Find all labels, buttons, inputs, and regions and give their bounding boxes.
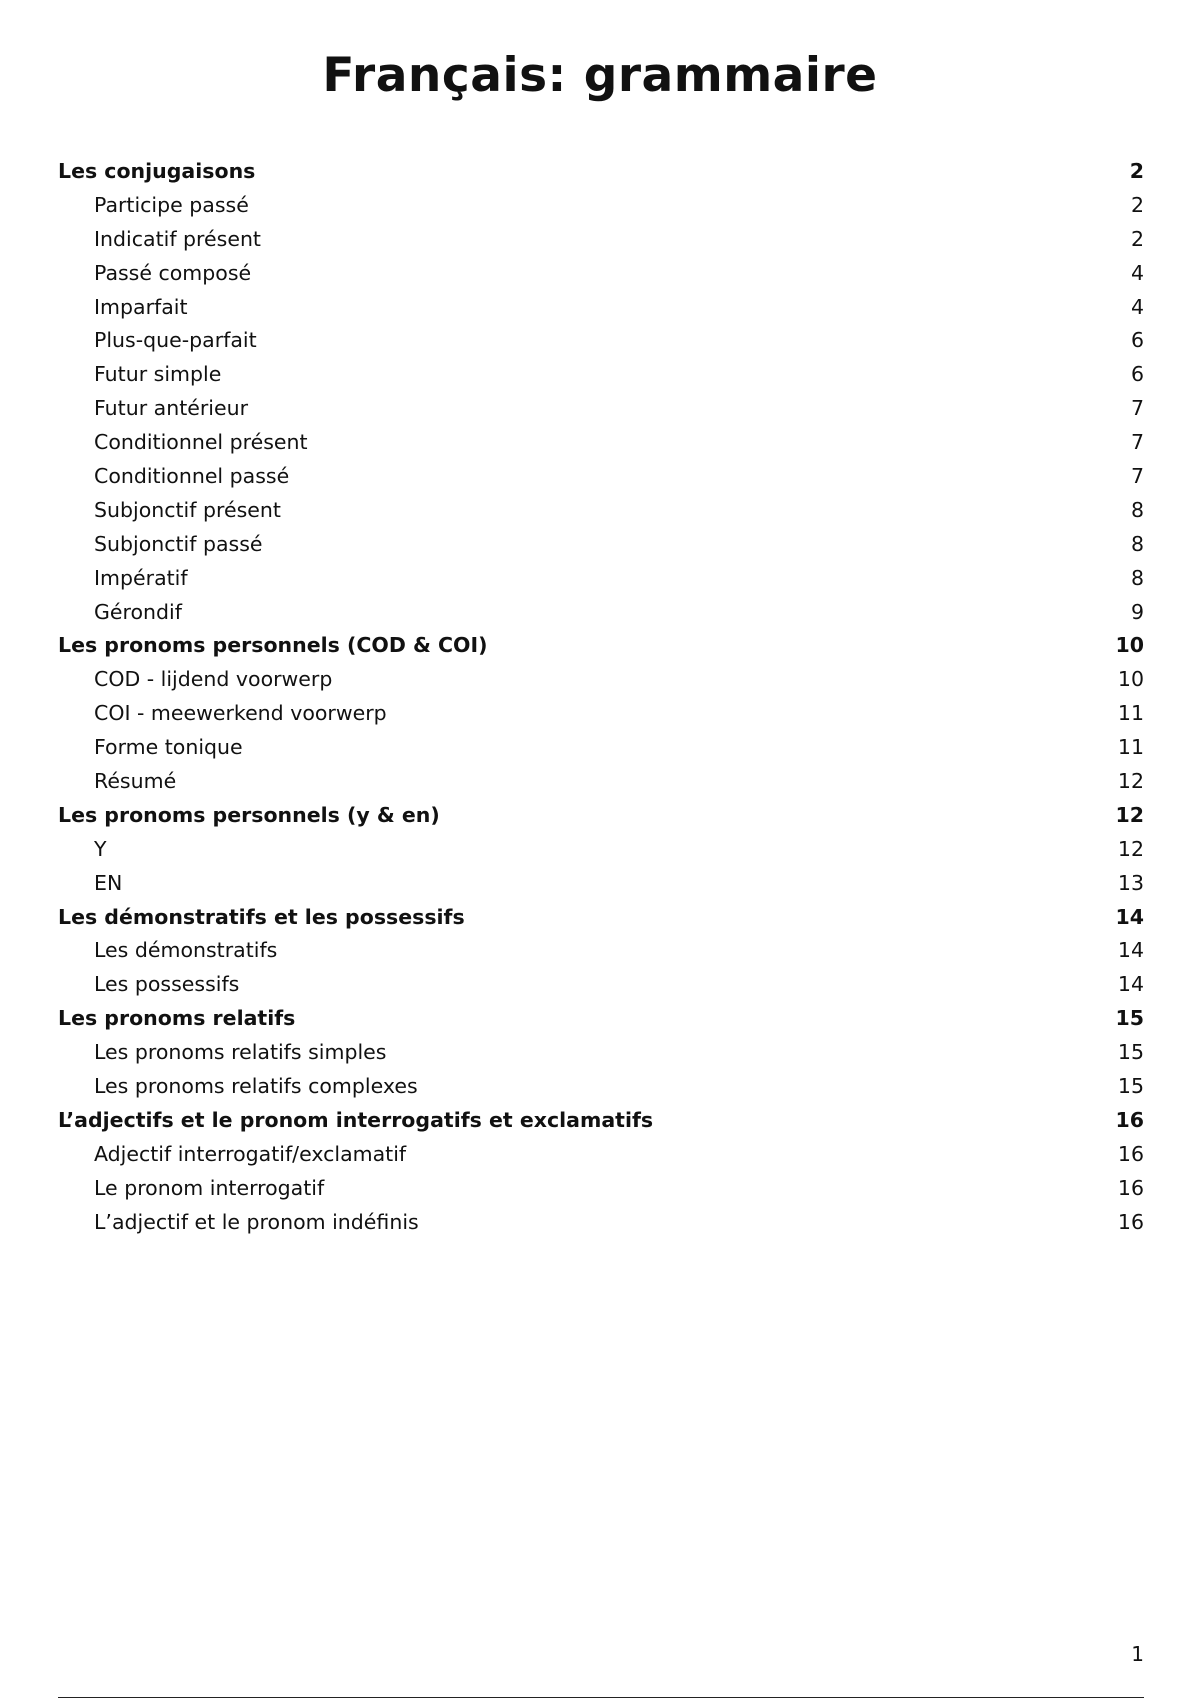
toc-entry-page: 14 (1115, 904, 1144, 929)
toc-subsection[interactable] (58, 833, 1144, 867)
toc-subsection[interactable] (58, 867, 1144, 901)
toc-subsection[interactable] (58, 562, 1144, 596)
toc-entry-label: Y (94, 836, 107, 861)
toc-subsection[interactable] (58, 528, 1144, 562)
toc-subsection[interactable] (58, 1036, 1144, 1070)
toc-entry-page: 9 (1130, 599, 1144, 624)
toc-entry-label: Résumé (94, 769, 177, 794)
table-of-contents (58, 155, 1144, 1240)
toc-entry-label: Imparfait (94, 294, 188, 319)
toc-section[interactable] (58, 629, 1144, 663)
toc-subsection[interactable] (58, 257, 1144, 291)
toc-section[interactable] (58, 155, 1144, 189)
toc-entry-label: Subjonctif présent (94, 497, 281, 522)
toc-section[interactable] (58, 799, 1144, 833)
toc-subsection[interactable] (58, 1070, 1144, 1104)
toc-entry-page: 12 (1115, 802, 1144, 827)
toc-subsection[interactable] (58, 189, 1144, 223)
toc-entry-page: 11 (1117, 735, 1144, 760)
page-number: 1 (1131, 1642, 1144, 1666)
toc-subsection[interactable] (58, 663, 1144, 697)
toc-subsection[interactable] (58, 291, 1144, 325)
toc-entry-page: 16 (1117, 1141, 1144, 1166)
toc-section[interactable] (58, 1002, 1144, 1036)
toc-entry-label: L’adjectifs et le pronom interrogatifs et exclamatifs (58, 1107, 654, 1132)
toc-entry-label: Adjectif interrogatif/exclamatif (94, 1141, 407, 1166)
toc-subsection[interactable] (58, 1138, 1144, 1172)
footer-divider (58, 1697, 1144, 1698)
toc-entry-label: Les démonstratifs et les possessifs (58, 904, 465, 929)
toc-entry-page: 8 (1130, 565, 1144, 590)
toc-entry-label: Indicatif présent (94, 226, 261, 251)
toc-entry-label: Les pronoms relatifs simples (94, 1040, 387, 1065)
toc-entry-label: Conditionnel présent (94, 430, 308, 455)
toc-entry-page: 8 (1130, 531, 1144, 556)
toc-entry-label: Les démonstratifs (94, 938, 278, 963)
toc-entry-label: COI - meewerkend voorwerp (94, 701, 387, 726)
toc-entry-page: 2 (1130, 192, 1144, 217)
toc-entry-page: 14 (1117, 972, 1144, 997)
toc-section[interactable] (58, 901, 1144, 935)
toc-entry-page: 16 (1117, 1209, 1144, 1234)
toc-entry-page: 12 (1117, 836, 1144, 861)
toc-entry-page: 2 (1130, 226, 1144, 251)
toc-subsection[interactable] (58, 596, 1144, 630)
toc-subsection[interactable] (58, 1206, 1144, 1240)
toc-subsection[interactable] (58, 968, 1144, 1002)
toc-entry-page: 2 (1129, 159, 1144, 183)
toc-entry-label: Les possessifs (94, 972, 240, 997)
toc-entry-page: 10 (1115, 633, 1144, 658)
toc-entry-page: 6 (1130, 328, 1144, 353)
toc-entry-label: EN (94, 870, 123, 895)
toc-entry-label: Passé composé (94, 260, 252, 285)
toc-entry-page: 7 (1130, 464, 1144, 489)
toc-entry-label: Le pronom interrogatif (94, 1175, 325, 1200)
toc-subsection[interactable] (58, 731, 1144, 765)
toc-entry-label: Les pronoms personnels (COD & COI) (58, 633, 488, 658)
toc-subsection[interactable] (58, 765, 1144, 799)
toc-entry-label: Futur simple (94, 362, 222, 387)
toc-entry-page: 13 (1117, 870, 1144, 895)
toc-subsection[interactable] (58, 494, 1144, 528)
toc-entry-page: 15 (1117, 1040, 1144, 1065)
toc-section[interactable] (58, 1104, 1144, 1138)
toc-entry-label: Forme tonique (94, 735, 243, 760)
toc-entry-label: COD - lijdend voorwerp (94, 667, 333, 692)
toc-entry-page: 15 (1115, 1006, 1144, 1031)
toc-entry-page: 10 (1117, 667, 1144, 692)
toc-entry-page: 14 (1117, 938, 1144, 963)
toc-entry-label: Gérondif (94, 599, 182, 624)
toc-entry-page: 8 (1130, 497, 1144, 522)
page-title: Français: grammaire (322, 48, 878, 103)
toc-subsection[interactable] (58, 324, 1144, 358)
toc-subsection[interactable] (58, 934, 1144, 968)
toc-subsection[interactable] (58, 358, 1144, 392)
toc-entry-page: 4 (1130, 260, 1144, 285)
toc-entry-page: 7 (1130, 396, 1144, 421)
toc-entry-page: 6 (1130, 362, 1144, 387)
toc-subsection[interactable] (58, 426, 1144, 460)
toc-entry-label: Conditionnel passé (94, 464, 290, 489)
toc-entry-page: 7 (1130, 430, 1144, 455)
toc-subsection[interactable] (58, 223, 1144, 257)
toc-entry-page: 4 (1130, 294, 1144, 319)
toc-entry-label: Impératif (94, 565, 188, 590)
toc-entry-page: 12 (1117, 769, 1144, 794)
toc-entry-page: 15 (1117, 1074, 1144, 1099)
toc-subsection[interactable] (58, 392, 1144, 426)
toc-entry-label: Plus-que-parfait (94, 328, 257, 353)
toc-entry-label: Futur antérieur (94, 396, 249, 421)
toc-entry-label: L’adjectif et le pronom indéfinis (94, 1209, 419, 1234)
toc-subsection[interactable] (58, 460, 1144, 494)
toc-entry-label: Les pronoms personnels (y & en) (58, 802, 440, 827)
toc-entry-page: 16 (1117, 1175, 1144, 1200)
toc-entry-page: 16 (1115, 1107, 1144, 1132)
toc-subsection[interactable] (58, 697, 1144, 731)
toc-entry-label: Les pronoms relatifs (58, 1006, 296, 1031)
toc-entry-label: Subjonctif passé (94, 531, 263, 556)
toc-subsection[interactable] (58, 1172, 1144, 1206)
toc-entry-label: Les pronoms relatifs complexes (94, 1074, 418, 1099)
toc-entry-page: 11 (1117, 701, 1144, 726)
toc-entry-label: Participe passé (94, 192, 249, 217)
toc-entry-label: Les conjugaisons (58, 159, 256, 183)
